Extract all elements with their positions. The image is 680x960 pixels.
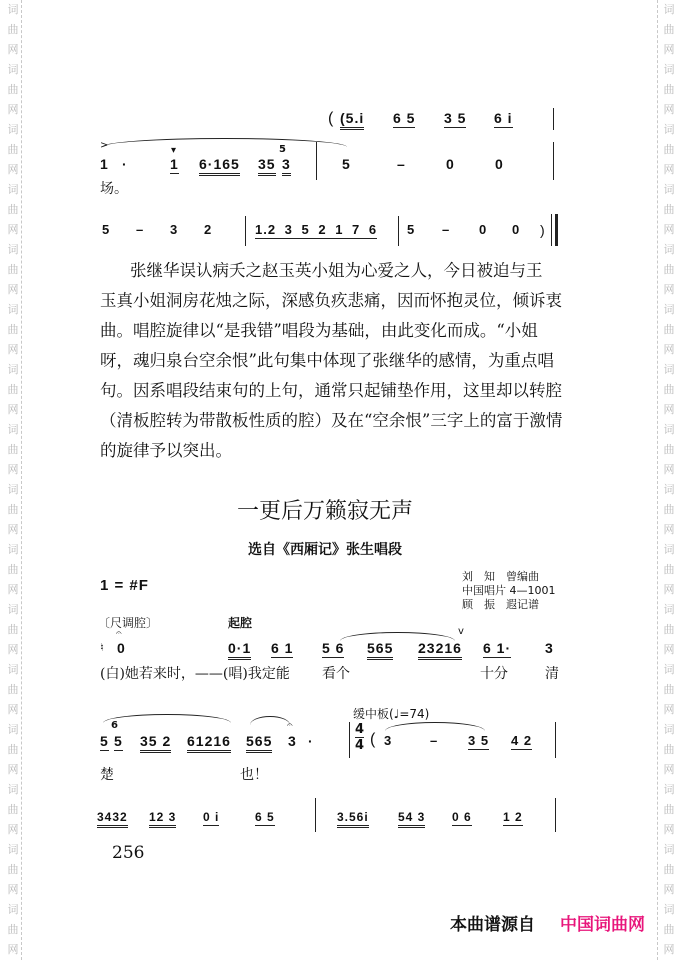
watermark-text: 词 曲 网	[7, 723, 19, 776]
watermark-text: 词 曲 网	[663, 123, 675, 176]
lyric: 场。	[100, 181, 128, 197]
barline	[398, 216, 399, 246]
slur	[102, 138, 347, 147]
barline	[316, 142, 317, 180]
stress-mark: ▾	[171, 145, 177, 156]
margin-divider-right	[657, 0, 658, 960]
watermark-text: 词 曲 网	[7, 123, 19, 176]
watermark-text: 词 曲 网	[7, 843, 19, 896]
watermark-text: 词 曲 网	[663, 603, 675, 656]
site-name-link[interactable]: 中国词曲网	[560, 915, 645, 935]
watermark-text: 词 曲 网	[7, 63, 19, 116]
watermark-text: 词 曲 网	[663, 303, 675, 356]
fermata-icon: 𝄐	[287, 720, 293, 731]
watermark-text: 词 曲 网	[7, 183, 19, 236]
watermark-text: 词 曲 网	[663, 783, 675, 836]
watermark-text: 词 曲 网	[7, 423, 19, 476]
note-group: 6 5	[393, 110, 416, 126]
section-qiqiang: 起腔	[228, 616, 253, 630]
key-signature: 1 = #F	[100, 577, 149, 594]
watermark-text: 词 曲 网	[7, 363, 19, 416]
lyric: 也！	[240, 767, 268, 783]
lyric: 看个	[322, 666, 350, 682]
watermark-text: 词 曲 网	[7, 543, 19, 596]
slur	[250, 716, 290, 725]
commentary-paragraph: 张继华误认病夭之赵玉英小姐为心爱之人，今日被迫与王 玉真小姐洞房花烛之际，深感负疚悲痛，因而怀抱灵位，倾诉衷 曲。唱腔旋律以“是我错”唱段为基础，由此变化而成。“小姐 呀，魂归泉台空余恨”此句集中体现了张继华的感情，为重点唱 句。因系唱段结束句的上句，通常只起铺垫作用，这里却以转腔 （清板腔转为带散板性质的腔）及在“空余恨”三字上的富于激情 的旋律予以突出。	[100, 261, 563, 460]
lyric: (白)她若来时，——(唱)我定能	[100, 666, 290, 682]
watermark-text: 词 曲 网	[663, 3, 675, 56]
barline	[553, 142, 554, 180]
breath-mark: v	[458, 626, 464, 637]
watermark-text: 词 曲 网	[7, 3, 19, 56]
grace-note: 6	[111, 720, 118, 731]
watermark-text: 词 曲 网	[7, 243, 19, 296]
watermark-text: 词 曲 网	[663, 663, 675, 716]
watermark-text: 词 曲 网	[663, 843, 675, 896]
watermark-text: 词 曲 网	[663, 723, 675, 776]
watermark-text: 词 曲 网	[663, 363, 675, 416]
double-barline	[551, 214, 552, 246]
watermark-text: 词 曲 网	[7, 483, 19, 536]
fermata-icon: 𝄐	[116, 628, 122, 639]
margin-divider-left	[21, 0, 22, 960]
source-label: 本曲谱源自	[450, 915, 535, 935]
barline	[555, 798, 556, 832]
grace-note: 5	[279, 144, 286, 155]
slur	[103, 714, 231, 723]
watermark-text: 词 曲 网	[7, 303, 19, 356]
watermark-text: 词 曲 网	[663, 543, 675, 596]
watermark-text: 词 曲 网	[663, 243, 675, 296]
barline	[349, 722, 350, 758]
note-group: 6 i	[494, 110, 513, 126]
lyric: 楚	[100, 767, 114, 783]
slur	[385, 722, 485, 731]
watermark-text: 词 曲 网	[663, 483, 675, 536]
barline	[553, 108, 554, 130]
watermark-text: 词 曲 网	[7, 783, 19, 836]
song-title: 一更后万籁寂无声	[236, 499, 413, 524]
tempo-marking: 缓中板(♩=74)	[353, 707, 430, 721]
page-number: 256	[112, 843, 145, 863]
accent-mark: >	[100, 140, 109, 151]
barline	[555, 722, 556, 758]
barline	[245, 216, 246, 246]
credits: 刘 知 曾编曲 中国唱片 4—1001 顾 振 遐记谱	[462, 570, 556, 611]
watermark-text: 词 曲 网	[663, 423, 675, 476]
lyric: 十分	[480, 666, 508, 682]
barline	[315, 798, 316, 832]
note-group: 3 5	[444, 110, 467, 126]
time-signature: 4 4	[355, 722, 365, 753]
watermark-text: 词 曲 网	[7, 603, 19, 656]
song-subtitle: 选自《西厢记》张生唱段	[248, 542, 402, 558]
note-group: (5.i	[340, 110, 364, 130]
watermark-text: 词 曲 网	[7, 663, 19, 716]
watermark-text: 词 曲 网	[663, 903, 675, 956]
lyric: 清	[545, 666, 559, 682]
section-label: 〔尺调腔〕	[98, 616, 159, 630]
watermark-text: 词 曲 网	[7, 903, 19, 956]
watermark-text: 词 曲 网	[663, 63, 675, 116]
watermark-text: 词 曲 网	[663, 183, 675, 236]
